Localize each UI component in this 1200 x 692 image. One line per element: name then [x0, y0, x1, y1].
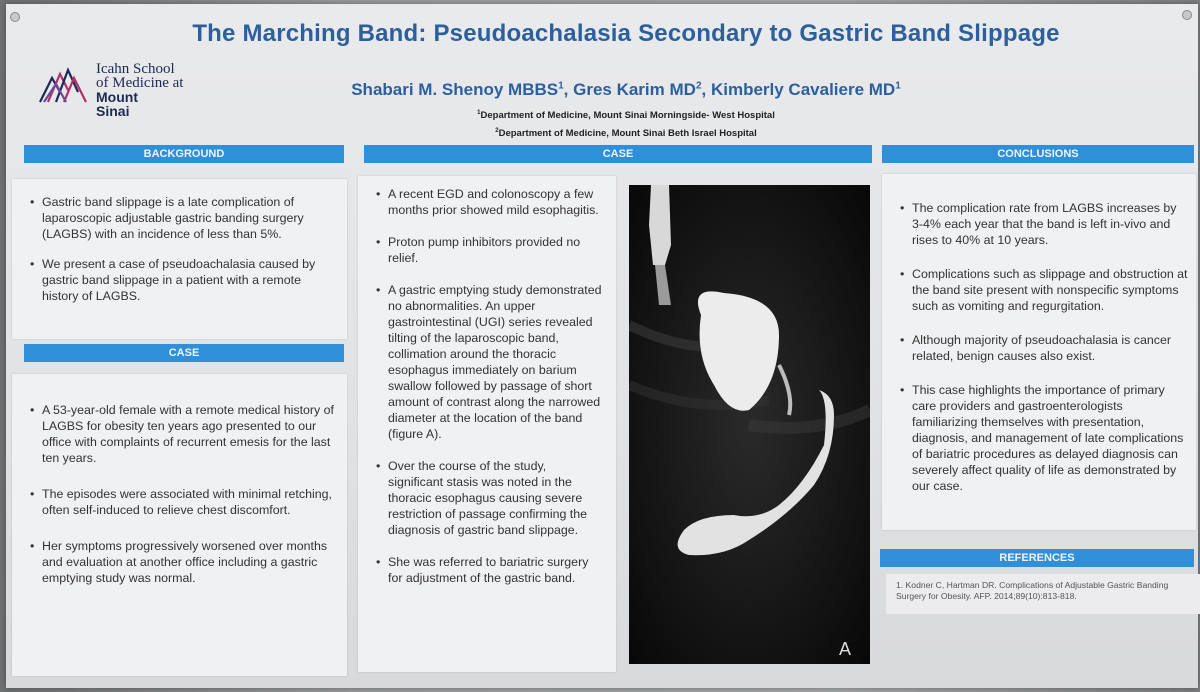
figure-label: A	[839, 639, 852, 659]
logo-line: of Medicine at	[96, 75, 184, 91]
reference-item: 1. Kodner C, Hartman DR. Complications of Adjustable Gastric Banding Surgery for Obesity. AFP. 2014;89(10):813-818.	[896, 580, 1169, 601]
poster-title: The Marching Band: Pseudoachalasia Secondary to Gastric Band Slippage	[192, 20, 1060, 47]
list-item: • We present a case of pseudoachalasia caused by gastric band slippage in a patient with a remote history of LAGBS.	[42, 256, 337, 304]
list-item: • Proton pump inhibitors provided no relief.	[388, 234, 602, 266]
list-item: • A recent EGD and colonoscopy a few months prior showed mild esophagitis.	[388, 186, 602, 218]
affiliation	[386, 110, 866, 121]
list-item: • This case highlights the importance of primary care providers and gastroenterologists familiarizing themselves with presentation, diagnosis, and management of late complications of bariatric procedures as delayed diagnosis can severely affect quality of life as demonstrated by our case.	[912, 382, 1188, 494]
list-item: • Complications such as slippage and obstruction at the band site present with nonspecific symptoms such as vomiting and regurgitation.	[912, 266, 1188, 314]
author-affil-sup: 2	[695, 80, 702, 92]
affiliation	[386, 128, 866, 139]
section-header-conclusions: CONCLUSIONS	[882, 145, 1194, 163]
affiliation-sup: 2	[495, 128, 499, 134]
ugi-xray-figure	[629, 185, 870, 664]
case-left-list	[12, 374, 347, 586]
section-header-references: REFERENCES	[880, 549, 1194, 567]
logo-line: Sinai	[96, 103, 130, 119]
background-panel	[12, 179, 347, 339]
conclusions-panel	[882, 174, 1196, 530]
conclusions-list	[882, 174, 1196, 494]
section-header-background: BACKGROUND	[24, 145, 344, 163]
list-item: • Gastric band slippage is a late complication of laparoscopic adjustable gastric banding surgery (LAGBS) with an incidence of less than 5%.	[42, 194, 337, 242]
case-center-panel	[358, 176, 616, 672]
list-item: • She was referred to bariatric surgery for adjustment of the gastric band.	[388, 554, 602, 586]
list-item: • Over the course of the study, significant stasis was noted in the thoracic esophagus causing severe restriction of passage confirming the diagnosis of gastric band slippage.	[388, 458, 602, 538]
case-left-panel	[12, 374, 347, 676]
logo-line: Mount	[96, 89, 138, 105]
section-header-case: CASE	[24, 344, 344, 362]
references-panel	[886, 574, 1200, 614]
list-item: • Although majority of pseudoachalasia is cancer related, benign causes also exist.	[912, 332, 1188, 364]
author-name: Gres Karim MD	[573, 80, 696, 99]
affiliation-text: Department of Medicine, Mount Sinai Morningside- West Hospital	[480, 110, 775, 122]
author-name: Shabari M. Shenoy MBBS	[351, 80, 559, 99]
barium-swallow-image	[629, 185, 870, 664]
affiliation-sup: 1	[477, 110, 481, 116]
case-center-list	[358, 176, 616, 586]
list-item: • The complication rate from LAGBS increases by 3-4% each year that the band is left in-vivo and rises to 40% at 10 years.	[912, 200, 1188, 248]
author-name: Kimberly Cavaliere MD	[710, 80, 896, 99]
list-item: • Her symptoms progressively worsened over months and evaluation at another office including a gastric emptying study was normal.	[42, 538, 337, 586]
logo-wordmark	[96, 62, 183, 118]
institution-logo	[38, 62, 208, 132]
pushpin-icon	[1182, 10, 1192, 20]
author-list: Shabari M. Shenoy MBBS$^1$, Gres Karim $MD^2$, Kimberly Cavaliere $MD^1$	[351, 80, 901, 99]
pushpin-icon	[10, 12, 20, 22]
research-poster	[6, 4, 1198, 688]
list-item: • A gastric emptying study demonstrated no abnormalities. An upper gastrointestinal (UGI) series revealed tilting of the laparoscopic band, collimation around the thoracic esophagus immediately on barium swallow followed by passage of short amount of contrast along the narrowed diameter at the location of the band (figure A).	[388, 282, 602, 442]
logo-line: Icahn School	[96, 61, 175, 77]
affiliation-text: Department of Medicine, Mount Sinai Beth Israel Hospital	[498, 128, 757, 140]
author-affil-sup: 1	[895, 80, 901, 92]
section-header-case: CASE	[364, 145, 872, 163]
author-affil-sup: 1	[558, 80, 564, 92]
list-item: • The episodes were associated with minimal retching, often self-induced to relieve chest discomfort.	[42, 486, 337, 518]
list-item: • A 53-year-old female with a remote medical history of LAGBS for obesity ten years ago presented to our office with complaints of recurrent emesis for the last ten years.	[42, 402, 337, 466]
mount-sinai-logo-mark-icon	[38, 64, 90, 104]
background-list	[12, 179, 347, 304]
